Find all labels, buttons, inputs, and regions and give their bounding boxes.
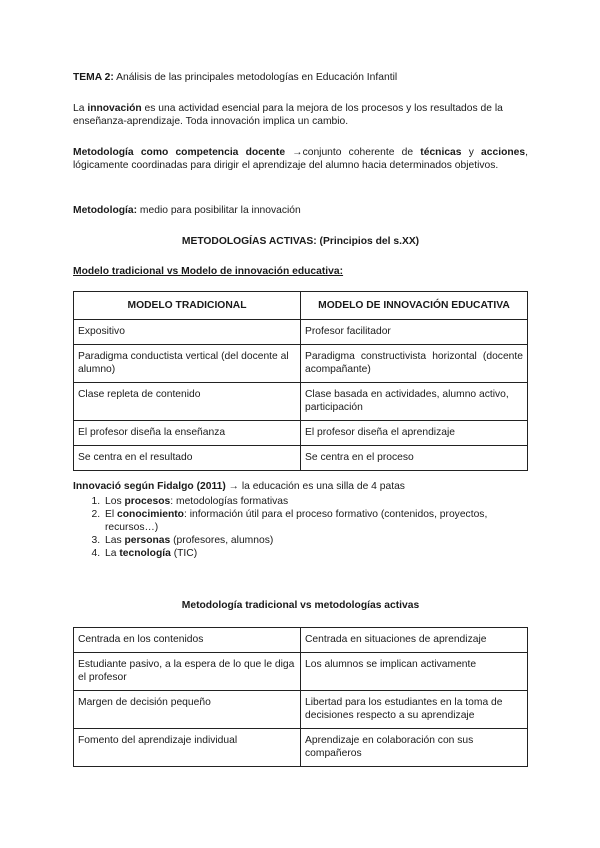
term-metodologia: Metodología:	[73, 205, 138, 216]
term-tecnicas: técnicas	[420, 147, 462, 158]
term-fidalgo: Innovació según Fidalgo (2011)	[73, 481, 226, 492]
table-cell: Estudiante pasivo, a la espera de lo que le diga el profesor	[74, 653, 301, 691]
table-modelos	[73, 291, 528, 471]
heading-metodologias-activas	[73, 235, 528, 248]
text-fragment: medio para posibilitar la innovación	[137, 205, 301, 216]
heading-text: Modelo tradicional vs Modelo de innovación educativa:	[73, 266, 344, 277]
text-fragment: conjunto coherente de	[302, 147, 421, 158]
table-cell: Los alumnos se implican activamente	[301, 653, 528, 691]
list-term: tecnología	[119, 548, 171, 559]
table-cell: Clase basada en actividades, alumno activo, participación	[301, 383, 528, 421]
text-fragment: : metodologías formativas	[170, 496, 289, 507]
arrow-glyph: →	[285, 147, 303, 158]
list-term: conocimiento	[117, 509, 184, 520]
text-fragment: (profesores, alumnos)	[170, 535, 274, 546]
table-cell: El profesor diseña la enseñanza	[74, 421, 301, 446]
table-metodologias	[73, 627, 528, 767]
text-fragment: es una actividad esencial para la mejora de los procesos y los resultados de la enseñanza-aprendizaje. Toda innovación implica un cambio.	[73, 103, 503, 127]
topic-label: TEMA 2:	[73, 72, 114, 83]
text-fragment: La	[73, 103, 88, 114]
text-fragment: Los	[105, 496, 125, 507]
term-competencia: Metodología como competencia docente	[73, 147, 286, 158]
table-header: MODELO TRADICIONAL	[74, 292, 301, 320]
heading-modelo	[73, 265, 528, 278]
text-fragment: y	[461, 147, 482, 158]
table-cell: Centrada en los contenidos	[74, 628, 301, 653]
table-cell: Aprendizaje en colaboración con sus compañeros	[301, 729, 528, 767]
table-row	[74, 383, 528, 421]
list-item	[103, 547, 528, 560]
text-fragment: la educación es una silla de 4 patas	[238, 481, 405, 492]
list-item	[103, 534, 528, 547]
table-cell: Se centra en el resultado	[74, 446, 301, 471]
list-item	[103, 508, 528, 534]
table-cell: Profesor facilitador	[301, 320, 528, 345]
table-cell: Libertad para los estudiantes en la toma de decisiones respecto a su aprendizaje	[301, 691, 528, 729]
paragraph-metodologia	[73, 204, 528, 217]
table-cell: Expositivo	[74, 320, 301, 345]
text-fragment: El	[105, 509, 118, 520]
table-cell: Clase repleta de contenido	[74, 383, 301, 421]
topic-text: Análisis de las principales metodologías en Educación Infantil	[113, 72, 398, 83]
arrow-glyph: →	[225, 481, 239, 492]
table-cell: Paradigma constructivista horizontal (docente acompañante)	[301, 345, 528, 383]
term-acciones: acciones	[481, 147, 526, 158]
numbered-list	[73, 495, 528, 560]
table-row	[74, 320, 528, 345]
list-term: personas	[124, 535, 171, 546]
table-row	[74, 691, 528, 729]
table-row	[74, 421, 528, 446]
fidalgo-line	[73, 480, 528, 493]
text-fragment: (TIC)	[170, 548, 198, 559]
list-term: procesos	[124, 496, 171, 507]
table-header-row	[74, 292, 528, 320]
text-fragment: : información útil para el proceso formativo (contenidos, proyectos, recursos…)	[105, 509, 488, 533]
table-row	[74, 345, 528, 383]
table-cell: Margen de decisión pequeño	[74, 691, 301, 729]
table-row	[74, 653, 528, 691]
topic-line	[73, 71, 528, 84]
table-cell: Fomento del aprendizaje individual	[74, 729, 301, 767]
table-cell: El profesor diseña el aprendizaje	[301, 421, 528, 446]
text-fragment: La	[105, 548, 120, 559]
heading-trad-activas	[73, 599, 528, 612]
heading-text: Metodología tradicional vs metodologías activas	[181, 600, 420, 611]
text-fragment: , lógicamente coordinadas para dirigir el aprendizaje del alumno hacia determinados objetivos.	[73, 147, 528, 171]
table-header: MODELO DE INNOVACIÓN EDUCATIVA	[301, 292, 528, 320]
table-cell: Paradigma conductista vertical (del docente al alumno)	[74, 345, 301, 383]
table-row	[74, 446, 528, 471]
term-innovacion: innovación	[87, 103, 142, 114]
text-fragment: Las	[105, 535, 125, 546]
heading-text: METODOLOGÍAS ACTIVAS: (Principios del s.XX)	[181, 236, 420, 247]
table-cell: Se centra en el proceso	[301, 446, 528, 471]
table-row	[74, 729, 528, 767]
list-item	[103, 495, 528, 508]
paragraph-competencia	[73, 146, 528, 172]
table-row	[74, 628, 528, 653]
paragraph-innovacion	[73, 102, 528, 128]
table-cell: Centrada en situaciones de aprendizaje	[301, 628, 528, 653]
